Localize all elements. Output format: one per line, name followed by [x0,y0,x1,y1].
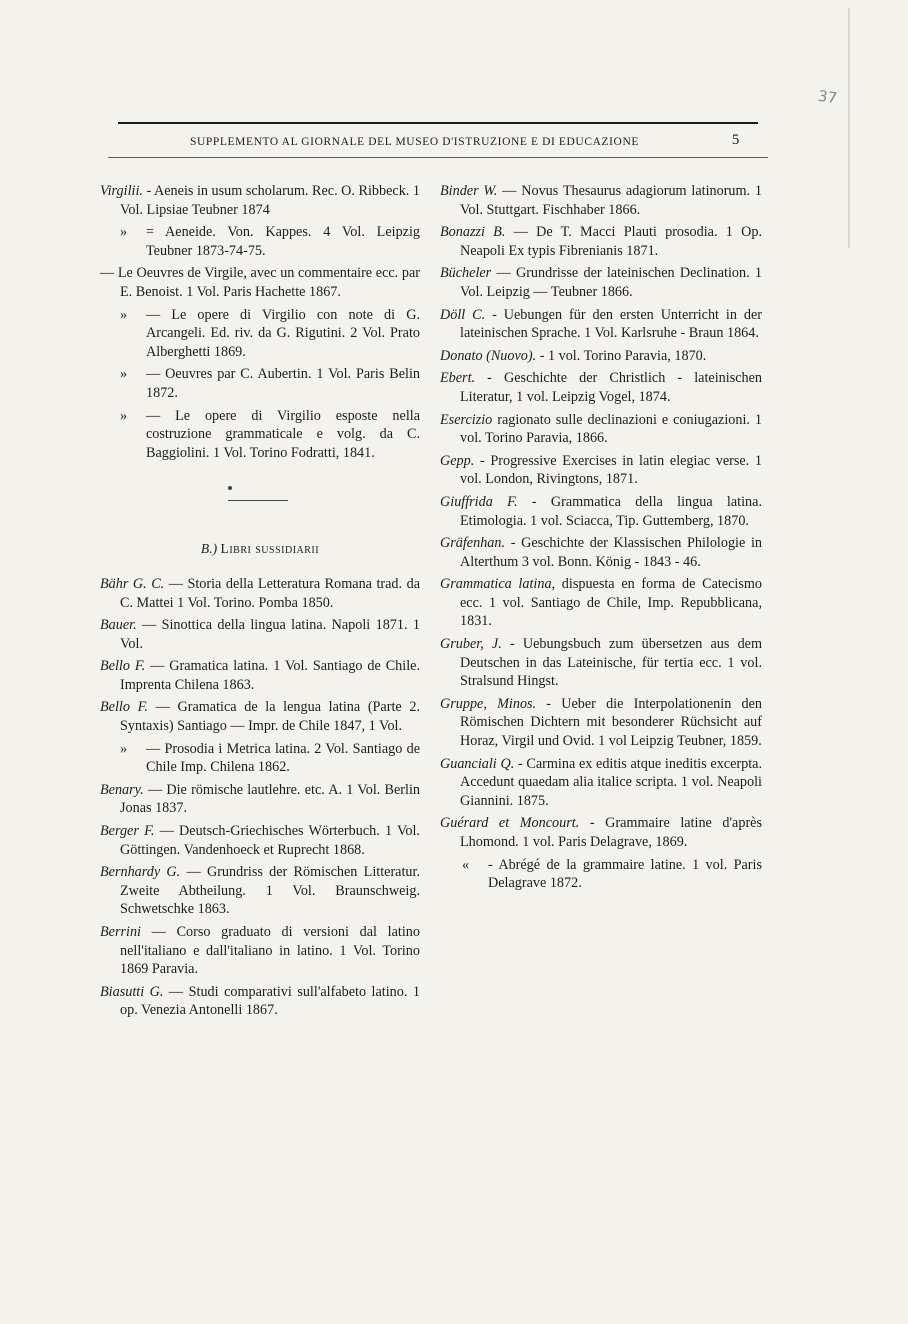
entry-author: Donato (Nuovo). [440,347,537,364]
entry-author: Giuffrida F. [440,493,518,510]
entry-text: — Die römische lautlehre. etc. A. 1 Vol. Berlin Jonas 1837. [120,781,420,817]
bibliography-entry [440,223,762,260]
entry-text: — Grundrisse der lateinischen Declination. 1 Vol. Leipzig — Teubner 1866. [460,265,762,300]
bibliography-entry [440,493,762,530]
entry-author: Berrini [100,924,141,940]
auxiliary-book-entries-right [440,182,762,893]
bibliography-entry [100,575,420,612]
bibliography-entry [440,369,762,406]
entry-author: Esercizio [440,411,493,428]
entry-text: — Gramatica de la lengua latina (Parte 2. Syntaxis) Santiago — Impr. de Chile 1847, 1 Vol. [120,699,420,735]
entry-author: Bernhardy G. [100,864,181,881]
running-header [118,134,758,154]
ditto-mark: » [120,306,128,323]
entry-text: - Aeneis in usum scholarum. Rec. O. Ribbeck. 1 Vol. Lipsiae Teubner 1874 [120,183,420,218]
ditto-mark: » [120,407,128,424]
entry-author: Benary. [100,781,144,798]
entry-text: dispuesta en forma de Catecismo ecc. 1 vol. Santiago de Chile, Imp. Repubblicana, 1831. [460,576,762,630]
entry-author: Döll C. [440,306,486,323]
header-rule-top [118,122,758,124]
bibliography-entry [100,616,420,653]
entry-author: Gräfenhan. [440,535,506,552]
ditto-mark: « [462,856,470,873]
entry-author: Bello F. [100,658,146,675]
bibliography-entry [440,452,762,489]
entry-author: Grammatica latina, [440,576,556,593]
entry-author: Guérard et Moncourt. [440,815,580,832]
entry-text: - Uebungen für den ersten Unterricht in der lateinischen Sprache. 1 Vol. Karlsruhe - Braun 1864. [460,306,763,342]
entry-text: - Geschichte der Christlich - lateinischen Literatur, 1 vol. Leipzig Vogel, 1874. [460,370,762,405]
section-heading [100,540,420,559]
handwritten-folio-number: 37 [816,86,839,108]
entry-text: — Gramatica latina. 1 Vol. Santiago de Chile. Imprenta Chilena 1863. [120,658,420,693]
left-column [100,182,420,1024]
bibliography-entry [100,983,420,1020]
bibliography-entry [100,698,420,735]
entry-text: — Prosodia i Metrica latina. 2 Vol. Santiago de Chile Imp. Chilena 1862. [146,740,420,776]
bibliography-entry [100,923,420,979]
bibliography-entry [440,814,762,851]
bibliography-entry [440,347,762,366]
bibliography-entry [440,695,762,751]
bibliography-entry [440,264,762,301]
page-number: 5 [731,132,740,148]
entry-text: — Storia della Letteratura Romana trad. da C. Mattei 1 Vol. Torino. Pomba 1850. [120,575,420,611]
entry-text: — De T. Macci Plauti prosodia. 1 Op. Neapoli Ex typis Fibrenianis 1871. [460,224,762,259]
entry-text: — Le opere di Virgilio con note di G. Arcangeli. Ed. riv. da G. Rigutini. 2 Vol. Prato Alberghetti 1869. [146,306,420,360]
bibliography-entry [100,407,420,463]
bibliography-entry [100,264,420,301]
entry-author: Guanciali Q. [440,755,515,772]
entry-author: Binder W. [440,183,498,199]
entry-text: - 1 vol. Torino Paravia, 1870. [536,347,707,364]
section-title: Libri sussidiarii [220,541,320,557]
bibliography-entry [440,306,762,343]
entry-text: — Corso graduato di versioni dal latino nell'italiano e dall'italiano in latino. 1 Vol. Torino 1869 Paravia. [120,924,420,978]
entry-author: Virgilii. [100,183,143,199]
entry-text: - Grammatica della lingua latina. Etimologia. 1 vol. Sciacca, Tip. Guttemberg, 1870. [460,493,762,529]
entry-author: Gepp. [440,452,475,469]
entry-author: Biasutti G. [100,983,164,1000]
entry-author: Bello F. [100,699,148,716]
entry-text: - Uebungsbuch zum übersetzen aus dem Deutschen in das Lateinische, für tertia ecc. 1 vol. Stralsund Hingst. [460,636,763,690]
bibliography-entry [440,755,762,811]
bibliography-entry [100,740,420,777]
bibliography-entry [440,856,762,893]
entry-author: Gruber, J. [440,636,502,653]
divider-rule [228,500,288,501]
bibliography-entry [100,223,420,260]
entry-author: Berger F. [100,823,155,840]
section-letter: B.) [200,541,218,557]
running-header-title: SUPPLEMENTO AL GIORNALE DEL MUSEO D'ISTRUZIONE E DI EDUCAZIONE [190,136,639,148]
bibliography-entry [440,182,762,219]
entry-text: - Ueber die Interpolationenin den Römischen Dichtern mit besonderer Rüchsicht auf Horaz, Virgil und Ovid. 1 vol Leipzig Teubner, 1859. [460,695,762,750]
bibliography-entry [440,575,762,631]
bibliography-entry [100,863,420,919]
bibliography-entry [440,411,762,448]
entry-author: Ebert. [440,370,476,387]
entry-text: - Abrégé de la grammaire latine. 1 vol. Paris Delagrave 1872. [488,856,762,892]
entry-text: - Carmina ex editis atque ineditis excerpta. Accedunt quaedam alia italice scripta. 1 vol. Neapoli Giannini. 1875. [460,755,762,809]
entry-text: — Le opere di Virgilio esposte nella costruzione grammaticale e volg. da C. Baggiolini. 1 Vol. Torino Fodratti, 1841. [146,407,420,461]
entry-text: — Deutsch-Griechisches Wörterbuch. 1 Vol. Göttingen. Vandenhoeck et Ruprecht 1868. [120,823,420,858]
entry-text: — Studi comparativi sull'alfabeto latino. 1 op. Venezia Antonelli 1867. [120,983,420,1019]
divider-dot [228,486,232,490]
entry-text: - Grammaire latine d'après Lhomond. 1 vol. Paris Delagrave, 1869. [460,815,762,850]
ditto-mark: » [120,740,128,757]
entry-text: — Oeuvres par C. Aubertin. 1 Vol. Paris Belin 1872. [146,366,420,401]
ditto-mark: » [120,366,128,383]
bibliography-entry [440,534,762,571]
bibliography-entry [100,306,420,362]
entry-author: Bähr G. C. [100,575,165,592]
bibliography-entry [100,657,420,694]
entry-author: Bonazzi B. [440,224,506,241]
entry-text: — Novus Thesaurus adagiorum latinorum. 1 Vol. Stuttgart. Fischhaber 1866. [460,183,762,218]
entry-text: - Geschichte der Klassischen Philologie in Alterthum 3 vol. Bonn. König - 1843 - 46. [460,535,762,570]
entry-text: — Sinottica della lingua latina. Napoli 1871. 1 Vol. [120,617,420,652]
section-divider [100,466,420,512]
bibliography-entry [100,822,420,859]
bibliography-entry [440,635,762,691]
entry-text: = Aeneide. Von. Kappes. 4 Vol. Leipzig Teubner 1873-74-75. [146,224,420,259]
ditto-mark: » [120,224,128,241]
page-edge-shadow [848,8,850,248]
entry-text: - Progressive Exercises in latin elegiac verse. 1 vol. London, Rivingtons, 1871. [460,452,762,488]
header-rule-bottom [108,157,768,158]
auxiliary-book-entries-left [100,575,420,1020]
bibliography-entry [100,781,420,818]
right-column [440,182,762,897]
entry-text: ragionato sulle declinazioni e coniugazioni. 1 vol. Torino Paravia, 1866. [460,411,762,447]
bibliography-entry [100,365,420,402]
virgil-entries [100,182,420,462]
entry-text: — Grundriss der Römischen Litteratur. Zweite Abtheilung. 1 Vol. Braunschweig. Schwetschke 1863. [120,864,420,918]
entry-text: — Le Oeuvres de Virgile, avec un commentaire ecc. par E. Benoist. 1 Vol. Paris Hachette 1867. [100,265,420,300]
bibliography-entry [100,182,420,219]
entry-author: Bücheler [440,265,492,282]
entry-author: Gruppe, Minos. [440,695,537,712]
entry-author: Bauer. [100,617,137,634]
